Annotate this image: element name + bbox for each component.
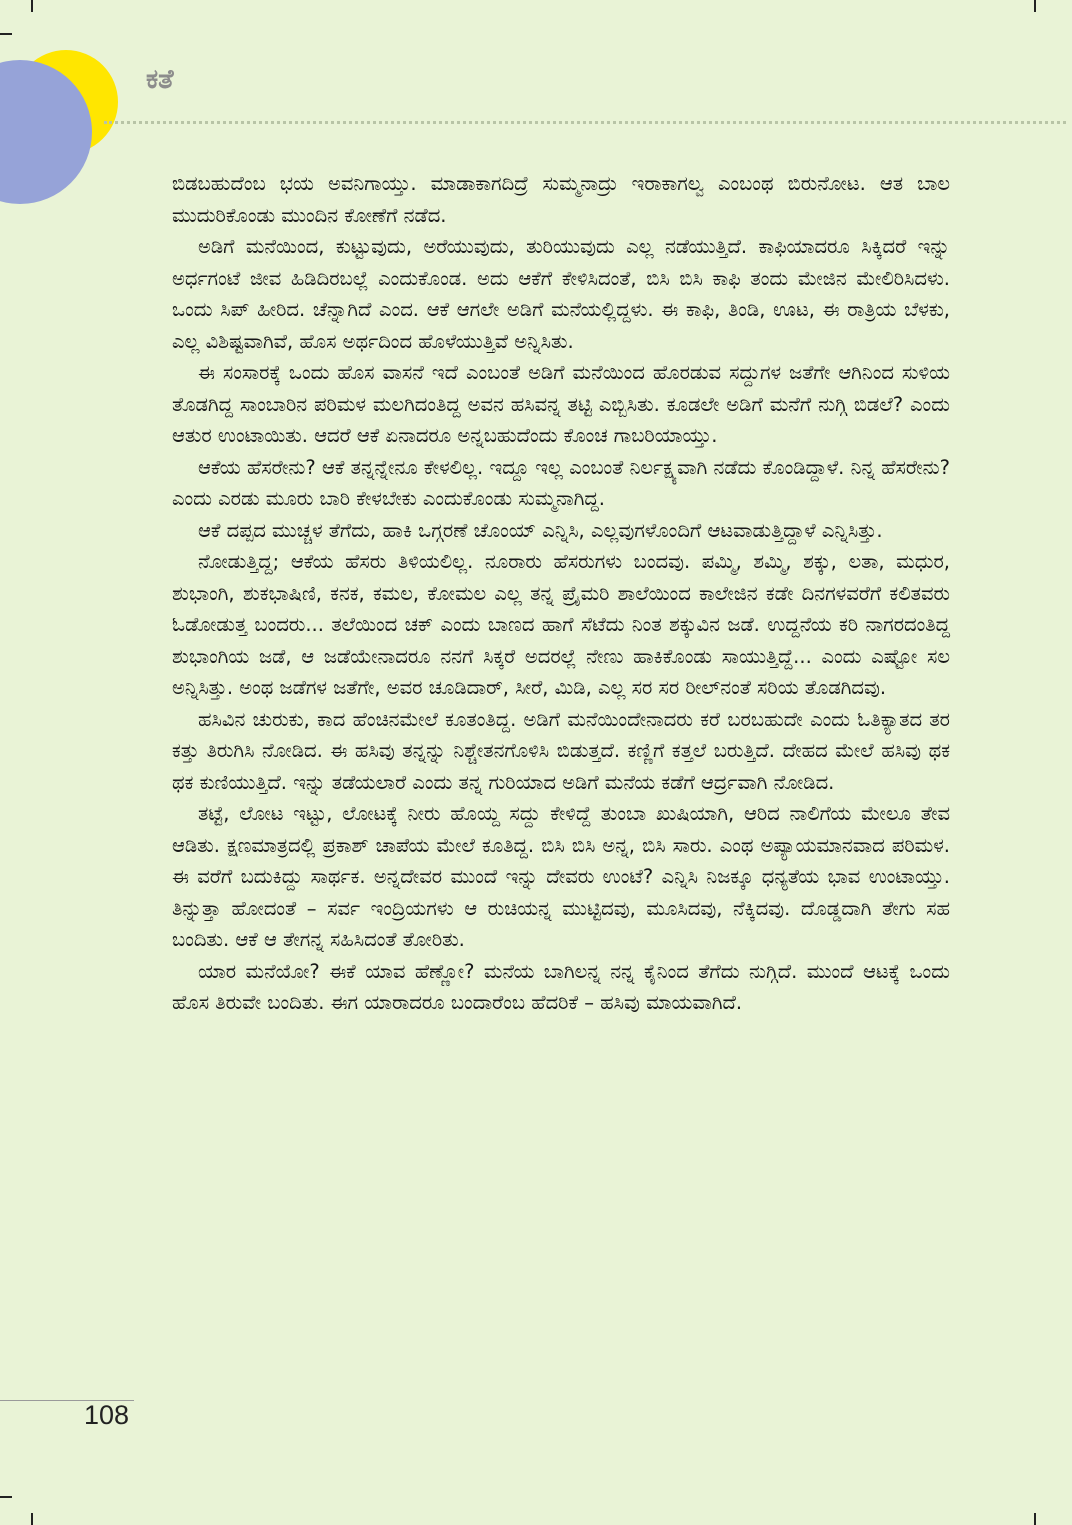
crop-mark-bottom-right (1034, 1513, 1036, 1525)
header-dotted-rule (104, 121, 1066, 124)
paragraph-6: ನೋಡುತ್ತಿದ್ದ; ಆಕೆಯ ಹೆಸರು ತಿಳಿಯಲಿಲ್ಲ. ನೂರಾರು ಹೆಸರುಗಳು ಬಂದವು. ಪಮ್ಮಿ, ಶಮ್ಮಿ, ಶಕ್ಕು, ಲತಾ, ಮಧುರ, ಶುಭಾಂಗಿ, ಶುಕಭಾಷಿಣಿ, ಕನಕ, ಕಮಲ, ಕೋಮಲ ಎಲ್ಲ ತನ್ನ ಪ್ರೈಮರಿ ಶಾಲೆಯಿಂದ ಕಾಲೇಜಿನ ಕಡೇ ದಿನಗಳವರೆಗೆ ಕಲಿತವರು ಓಡೋಡುತ್ತ ಬಂದರು... ತಲೆಯಿಂದ ಚಕ್ ಎಂದು ಬಾಣದ ಹಾಗೆ ಸೆಟೆದು ನಿಂತ ಶಕ್ಕುವಿನ ಜಡೆ. ಉದ್ದನೆಯ ಕರಿ ನಾಗರದಂತಿದ್ದ ಶುಭಾಂಗಿಯ ಜಡೆ, ಆ ಜಡೆಯೇನಾದರೂ ನನಗೆ ಸಿಕ್ಕರೆ ಅದರಲ್ಲೆ ನೇಣು ಹಾಕಿಕೊಂಡು ಸಾಯುತ್ತಿದ್ದೆ... ಎಂದು ಎಷ್ಟೋ ಸಲ ಅನ್ನಿಸಿತ್ತು. ಅಂಥ ಜಡೆಗಳ ಜತೆಗೇ, ಅವರ ಚೂಡಿದಾರ್, ಸೀರೆ, ಮಿಡಿ, ಎಲ್ಲ ಸರ ಸರ ರೀಲ್‌ನಂತೆ ಸರಿಯ ತೊಡಗಿದವು. (172, 550, 950, 699)
paragraph-2: ಅಡಿಗೆ ಮನೆಯಿಂದ, ಕುಟ್ಟುವುದು, ಅರೆಯುವುದು, ತುರಿಯುವುದು ಎಲ್ಲ ನಡೆಯುತ್ತಿದೆ. ಕಾಫಿಯಾದರೂ ಸಿಕ್ಕಿದರೆ ಇನ್ನು ಅರ್ಧಗಂಟೆ ಜೀವ ಹಿಡಿದಿರಬಲ್ಲೆ ಎಂದುಕೊಂಡ. ಅದು ಆಕೆಗೆ ಕೇಳಿಸಿದಂತೆ, ಬಿಸಿ ಬಿಸಿ ಕಾಫಿ ತಂದು ಮೇಜಿನ ಮೇಲಿರಿಸಿದಳು. ಒಂದು ಸಿಪ್ ಹೀರಿದ. ಚೆನ್ನಾಗಿದೆ ಎಂದ. ಆಕೆ ಆಗಲೇ ಅಡಿಗೆ ಮನೆಯಲ್ಲಿದ್ದಳು. ಈ ಕಾಫಿ, ತಿಂಡಿ, ಊಟ, ಈ ರಾತ್ರಿಯ ಬೆಳಕು, ಎಲ್ಲ ವಿಶಿಷ್ಟವಾಗಿವೆ, ಹೊಸ ಅರ್ಥದಿಂದ ಹೊಳೆಯುತ್ತಿವೆ ಅನ್ನಿಸಿತು. (172, 235, 950, 353)
paragraph-4: ಆಕೆಯ ಹೆಸರೇನು? ಆಕೆ ತನ್ನನ್ನೇನೂ ಕೇಳಲಿಲ್ಲ. ಇದ್ದೂ ಇಲ್ಲ ಎಂಬಂತೆ ನಿರ್ಲಕ್ಷ್ಯವಾಗಿ ನಡೆದು ಕೊಂಡಿದ್ದಾಳೆ. ನಿನ್ನ ಹೆಸರೇನು? ಎಂದು ಎರಡು ಮೂರು ಬಾರಿ ಕೇಳಬೇಕು ಎಂದುಕೊಂಡು ಸುಮ್ಮನಾಗಿದ್ದ. (172, 455, 950, 510)
paragraph-3: ಈ ಸಂಸಾರಕ್ಕೆ ಒಂದು ಹೊಸ ವಾಸನೆ ಇದೆ ಎಂಬಂತೆ ಅಡಿಗೆ ಮನೆಯಿಂದ ಹೊರಡುವ ಸದ್ದುಗಳ ಜತೆಗೇ ಆಗಿನಿಂದ ಸುಳಿಯ ತೊಡಗಿದ್ದ ಸಾಂಬಾರಿನ ಪರಿಮಳ ಮಲಗಿದಂತಿದ್ದ ಅವನ ಹಸಿವನ್ನ ತಟ್ಟಿ ಎಬ್ಬಿಸಿತು. ಕೂಡಲೇ ಅಡಿಗೆ ಮನೆಗೆ ನುಗ್ಗಿ ಬಿಡಲೆ? ಎಂದು ಆತುರ ಉಂಟಾಯಿತು. ಆದರೆ ಆಕೆ ಏನಾದರೂ ಅನ್ನಬಹುದೆಂದು ಕೊಂಚ ಗಾಬರಿಯಾಯ್ತು. (172, 361, 950, 447)
paragraph-8: ತಟ್ಟೆ, ಲೋಟ ಇಟ್ಟು, ಲೋಟಕ್ಕೆ ನೀರು ಹೊಯ್ದ ಸದ್ದು ಕೇಳಿದ್ದೆ ತುಂಬಾ ಖುಷಿಯಾಗಿ, ಆರಿದ ನಾಲಿಗೆಯ ಮೇಲೂ ತೇವ ಆಡಿತು. ಕ್ಷಣಮಾತ್ರದಲ್ಲಿ ಪ್ರಕಾಶ್ ಚಾಪೆಯ ಮೇಲೆ ಕೂತಿದ್ದ. ಬಿಸಿ ಬಿಸಿ ಅನ್ನ, ಬಿಸಿ ಸಾರು. ಎಂಥ ಅಪ್ಯಾಯಮಾನವಾದ ಪರಿಮಳ. ಈ ವರೆಗೆ ಬದುಕಿದ್ದು ಸಾರ್ಥಕ. ಅನ್ನದೇವರ ಮುಂದೆ ಇನ್ನು ದೇವರು ಉಂಟೆ? ಎನ್ನಿಸಿ ನಿಜಕ್ಕೂ ಧನ್ಯತೆಯ ಭಾವ ಉಂಟಾಯ್ತು. ತಿನ್ನುತ್ತಾ ಹೋದಂತೆ – ಸರ್ವ ಇಂದ್ರಿಯಗಳು ಆ ರುಚಿಯನ್ನ ಮುಟ್ಟಿದವು, ಮೂಸಿದವು, ನೆಕ್ಕಿದವು. ದೊಡ್ಡದಾಗಿ ತೇಗು ಸಹ ಬಂದಿತು. ಆಕೆ ಆ ತೇಗನ್ನ ಸಹಿಸಿದಂತೆ ತೋರಿತು. (172, 802, 950, 951)
crop-mark-top-right (1034, 0, 1036, 12)
paragraph-7: ಹಸಿವಿನ ಚುರುಕು, ಕಾದ ಹೆಂಚಿನಮೇಲೆ ಕೂತಂತಿದ್ದ. ಅಡಿಗೆ ಮನೆಯಿಂದೇನಾದರು ಕರೆ ಬರಬಹುದೇ ಎಂದು ಓತಿಕ್ಯಾತದ ತರ ಕತ್ತು ತಿರುಗಿಸಿ ನೋಡಿದ. ಈ ಹಸಿವು ತನ್ನನ್ನು ನಿಶ್ಚೇತನಗೊಳಿಸಿ ಬಿಡುತ್ತದೆ. ಕಣ್ಣಿಗೆ ಕತ್ತಲೆ ಬರುತ್ತಿದೆ. ದೇಹದ ಮೇಲೆ ಹಸಿವು ಥಕ ಥಕ ಕುಣಿಯುತ್ತಿದೆ. ಇನ್ನು ತಡೆಯಲಾರೆ ಎಂದು ತನ್ನ ಗುರಿಯಾದ ಅಡಿಗೆ ಮನೆಯ ಕಡೆಗೆ ಆರ್ದ್ರವಾಗಿ ನೋಡಿದ. (172, 707, 950, 794)
crop-mark-bottom-left (31, 1513, 33, 1525)
crop-mark-top-left (31, 0, 33, 12)
paragraph-9: ಯಾರ ಮನೆಯೋ? ಈಕೆ ಯಾವ ಹೆಣ್ಣೋ? ಮನೆಯ ಬಾಗಿಲನ್ನ ನನ್ನ ಕೈನಿಂದ ತೆಗೆದು ನುಗ್ಗಿದೆ. ಮುಂದೆ ಆಟಕ್ಕೆ ಒಂದು ಹೊಸ ತಿರುವೇ ಬಂದಿತು. ಈಗ ಯಾರಾದರೂ ಬಂದಾರೆಂಬ ಹೆದರಿಕೆ – ಹಸಿವು ಮಾಯವಾಗಿದೆ. (172, 959, 950, 1014)
crop-mark-left-upper (0, 33, 12, 35)
paragraph-5: ಆಕೆ ದಪ್ಪದ ಮುಚ್ಚಳ ತೆಗೆದು, ಹಾಕಿ ಒಗ್ಗರಣೆ ಚೊಂಯ್ ಎನ್ನಿಸಿ, ಎಲ್ಲವುಗಳೊಂದಿಗೆ ಆಟವಾಡುತ್ತಿದ್ದಾಳೆ ಎನ್ನಿಸಿತ್ತು. (198, 518, 883, 542)
section-title: ಕತೆ (146, 64, 174, 95)
story-body (172, 168, 950, 1019)
crop-mark-left-lower (0, 1496, 12, 1498)
paragraph-1: ಬಿಡಬಹುದೆಂಬ ಭಯ ಅವನಿಗಾಯ್ತು. ಮಾಡಾಕಾಗದಿದ್ರೆ ಸುಮ್ಮನಾದ್ರು ಇರಾಕಾಗಲ್ವ ಎಂಬಂಥ ಬಿರುನೋಟ. ಆತ ಬಾಲ ಮುದುರಿಕೊಂಡು ಮುಂದಿನ ಕೋಣೆಗೆ ನಡೆದ. (172, 172, 950, 227)
page-number: 108 (84, 1400, 130, 1430)
